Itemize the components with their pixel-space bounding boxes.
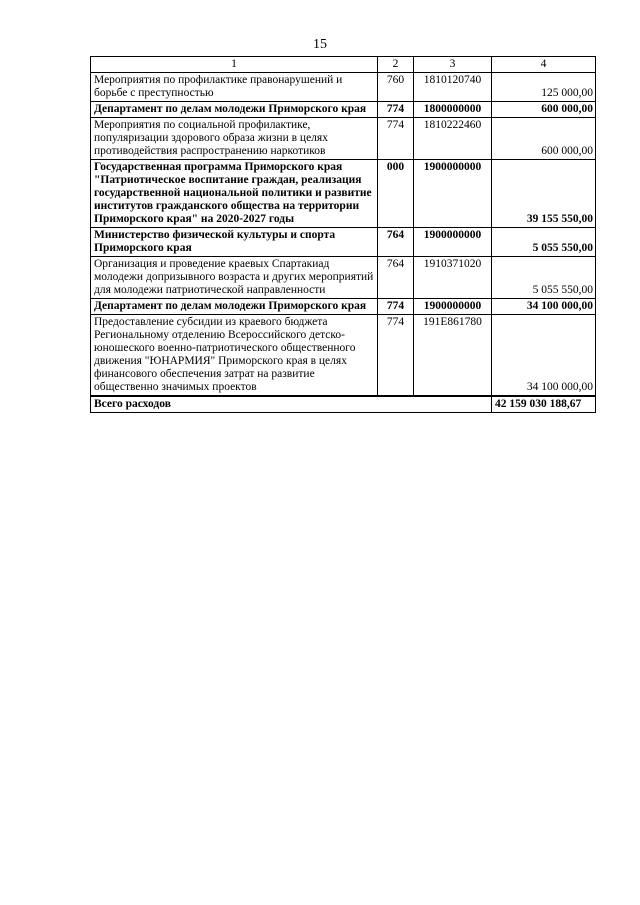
table-row <box>91 160 596 228</box>
row-csr: 1910371020 <box>414 257 492 299</box>
row-csr: 1900000000 <box>414 160 492 228</box>
row-name: Мероприятия по профилактике правонарушений и борьбе с преступностью <box>91 73 378 102</box>
total-amount: 42 159 030 188,67 <box>492 396 596 413</box>
total-row <box>91 396 596 413</box>
row-csr: 1900000000 <box>414 228 492 257</box>
row-csr: 1800000000 <box>414 102 492 118</box>
row-amount: 5 055 550,00 <box>492 257 596 299</box>
row-code: 774 <box>378 102 414 118</box>
row-amount: 5 055 550,00 <box>492 228 596 257</box>
row-name: Министерство физической культуры и спорта Приморского края <box>91 228 378 257</box>
row-code: 764 <box>378 257 414 299</box>
page-number: 15 <box>313 37 327 52</box>
table-row <box>91 102 596 118</box>
table-row <box>91 299 596 315</box>
row-name: Департамент по делам молодежи Приморского края <box>91 102 378 118</box>
table-row <box>91 118 596 160</box>
row-code: 000 <box>378 160 414 228</box>
row-name: Мероприятия по социальной профилактике, популяризации здорового образа жизни в целях противодействия распространению наркотиков <box>91 118 378 160</box>
row-name: Предоставление субсидии из краевого бюджета Региональному отделению Всероссийского детско-юношеского военно-патриотического общественного движения "ЮНАРМИЯ" Приморского края в целях финансового обеспечения затрат на развитие общественно значимых проектов <box>91 315 378 397</box>
row-csr: 191E861780 <box>414 315 492 397</box>
budget-table <box>90 56 596 413</box>
column-header: 1 <box>91 57 378 73</box>
row-amount: 39 155 550,00 <box>492 160 596 228</box>
table-row <box>91 315 596 397</box>
table-row <box>91 257 596 299</box>
row-csr: 1810222460 <box>414 118 492 160</box>
column-header: 4 <box>492 57 596 73</box>
row-csr: 1810120740 <box>414 73 492 102</box>
row-code: 774 <box>378 118 414 160</box>
row-code: 764 <box>378 228 414 257</box>
column-header: 2 <box>378 57 414 73</box>
row-amount: 600 000,00 <box>492 118 596 160</box>
table-row <box>91 73 596 102</box>
row-code: 760 <box>378 73 414 102</box>
row-csr: 1900000000 <box>414 299 492 315</box>
row-amount: 600 000,00 <box>492 102 596 118</box>
row-name: Департамент по делам молодежи Приморского края <box>91 299 378 315</box>
table-row <box>91 228 596 257</box>
row-code: 774 <box>378 299 414 315</box>
table-header-row <box>91 57 596 73</box>
row-amount: 34 100 000,00 <box>492 299 596 315</box>
row-amount: 34 100 000,00 <box>492 315 596 397</box>
row-code: 774 <box>378 315 414 397</box>
row-name: Организация и проведение краевых Спартакиад молодежи допризывного возраста и других мероприятий для молодежи патриотической направленности <box>91 257 378 299</box>
total-label: Всего расходов <box>91 396 492 413</box>
row-name: Государственная программа Приморского края "Патриотическое воспитание граждан, реализация государственной национальной политики и развитие институтов гражданского общества на территории Приморского края" на 2020-2027 годы <box>91 160 378 228</box>
column-header: 3 <box>414 57 492 73</box>
row-amount: 125 000,00 <box>492 73 596 102</box>
